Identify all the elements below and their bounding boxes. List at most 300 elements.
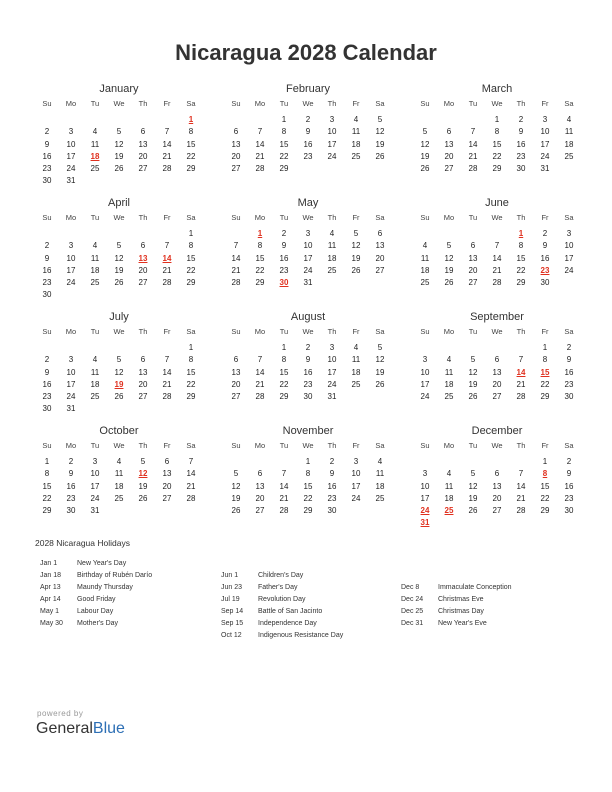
day: 9 (44, 139, 50, 149)
week-row (413, 240, 581, 252)
day: 14 (186, 469, 196, 479)
holiday-day: 23 (540, 265, 550, 275)
week-row (35, 379, 203, 391)
holiday-name: Immaculate Conception (438, 584, 512, 591)
day: 21 (468, 151, 478, 161)
months-grid (35, 82, 581, 530)
day: 24 (420, 392, 430, 402)
holiday-name: Maundy Thursday (77, 584, 133, 591)
holiday-date: Jul 19 (221, 596, 240, 603)
day: 21 (162, 265, 172, 275)
empty-day (485, 517, 509, 529)
day: 5 (377, 343, 383, 352)
day: 12 (114, 253, 124, 263)
day: 29 (540, 506, 550, 516)
day: 9 (566, 469, 572, 479)
empty-day (131, 175, 155, 187)
day: 28 (162, 278, 172, 288)
day: 16 (66, 481, 76, 491)
day: 11 (90, 367, 100, 377)
holiday-item (401, 618, 512, 630)
empty-day (437, 456, 461, 468)
day: 30 (564, 506, 574, 516)
day: 3 (566, 229, 572, 238)
day: 1 (305, 457, 311, 466)
week-row (413, 126, 581, 138)
holiday-name: Good Friday (77, 596, 116, 603)
holiday-day: 14 (516, 367, 526, 377)
week-row (224, 163, 392, 175)
day: 28 (492, 278, 502, 288)
day: 9 (518, 127, 524, 137)
day: 29 (303, 506, 313, 516)
empty-day (155, 228, 179, 240)
day: 25 (420, 278, 430, 288)
day: 18 (444, 379, 454, 389)
empty-day (131, 289, 155, 301)
day: 5 (116, 355, 122, 365)
day: 23 (303, 379, 313, 389)
holiday-day: 1 (518, 229, 524, 238)
day: 18 (444, 493, 454, 503)
day: 30 (303, 392, 313, 402)
day: 21 (162, 379, 172, 389)
empty-day (224, 456, 248, 468)
day: 17 (90, 481, 100, 491)
weekday-label: Su (231, 441, 241, 450)
empty-day (59, 342, 83, 354)
day: 30 (327, 506, 337, 516)
day: 1 (281, 115, 287, 124)
day: 10 (303, 241, 313, 251)
generalblue-logo[interactable] (36, 720, 125, 738)
day: 20 (492, 493, 502, 503)
day: 6 (377, 229, 383, 238)
empty-day (107, 342, 131, 354)
day: 30 (66, 506, 76, 516)
empty-day (461, 517, 485, 529)
day: 10 (420, 481, 430, 491)
weekday-label: Su (231, 99, 241, 108)
day: 9 (566, 355, 572, 365)
day: 17 (420, 493, 430, 503)
brand-blue: Blue (92, 720, 125, 737)
day: 4 (566, 115, 572, 124)
day: 4 (92, 241, 98, 251)
day: 11 (375, 469, 385, 479)
empty-day (107, 228, 131, 240)
day: 7 (257, 127, 263, 137)
day: 19 (420, 151, 430, 161)
day: 28 (255, 392, 265, 402)
empty-day (155, 175, 179, 187)
day: 12 (231, 481, 241, 491)
day: 11 (90, 139, 100, 149)
day: 9 (44, 253, 50, 263)
day: 1 (188, 229, 194, 238)
empty-day (35, 228, 59, 240)
week-row (35, 367, 203, 379)
day: 27 (231, 392, 241, 402)
day: 17 (540, 139, 550, 149)
month-name: May (297, 197, 319, 209)
empty-day (83, 114, 107, 126)
day: 19 (138, 481, 148, 491)
day: 11 (420, 253, 430, 263)
week-row (35, 163, 203, 175)
day: 29 (186, 164, 196, 174)
day: 17 (303, 253, 313, 263)
day: 2 (281, 229, 287, 238)
holiday-item (221, 570, 343, 582)
day: 4 (353, 115, 359, 124)
weekday-header (413, 97, 581, 111)
empty-day (131, 342, 155, 354)
day: 13 (231, 139, 241, 149)
day: 19 (375, 367, 385, 377)
weekday-label: Tu (90, 441, 100, 450)
day: 27 (375, 265, 385, 275)
day: 31 (327, 392, 337, 402)
day: 18 (327, 253, 337, 263)
day: 18 (90, 379, 100, 389)
day: 25 (90, 392, 100, 402)
weekday-label: Sa (564, 99, 574, 108)
day: 5 (116, 241, 122, 251)
month-september (413, 310, 581, 416)
weekday-label: Th (516, 441, 526, 450)
day: 11 (444, 367, 454, 377)
day: 19 (231, 493, 241, 503)
day: 5 (140, 457, 146, 466)
day: 8 (188, 355, 194, 365)
week-row (35, 175, 203, 187)
day: 31 (303, 278, 313, 288)
day: 15 (516, 253, 526, 263)
empty-day (131, 114, 155, 126)
day: 25 (564, 151, 574, 161)
day: 4 (377, 457, 383, 466)
month-name: February (285, 83, 331, 95)
empty-day (413, 114, 437, 126)
empty-day (437, 517, 461, 529)
day: 16 (516, 139, 526, 149)
empty-day (344, 505, 368, 517)
day: 10 (66, 367, 76, 377)
day: 26 (231, 506, 241, 516)
weekday-header (35, 325, 203, 339)
weekday-label: Mo (65, 327, 77, 336)
day: 6 (257, 469, 263, 479)
day: 15 (279, 139, 289, 149)
day: 1 (188, 343, 194, 352)
weekday-header (413, 325, 581, 339)
week-row (413, 391, 581, 403)
day: 22 (255, 265, 265, 275)
weekday-label: Th (516, 327, 526, 336)
day: 4 (422, 241, 428, 251)
week-row (224, 253, 392, 265)
month-august (224, 310, 392, 416)
week-row (35, 240, 203, 252)
day: 23 (564, 493, 574, 503)
day: 8 (542, 355, 548, 365)
holiday-item (401, 606, 512, 618)
day: 28 (468, 164, 478, 174)
weekday-label: Su (231, 327, 241, 336)
empty-day (296, 163, 320, 175)
week-row (413, 253, 581, 265)
day: 25 (90, 164, 100, 174)
week-row (35, 505, 203, 517)
day: 4 (92, 355, 98, 365)
weekday-label: Mo (65, 99, 77, 108)
day: 5 (233, 469, 239, 479)
empty-day (413, 228, 437, 240)
day: 20 (468, 265, 478, 275)
empty-day (461, 342, 485, 354)
empty-day (107, 289, 131, 301)
empty-day (509, 456, 533, 468)
holiday-name: Children's Day (258, 572, 304, 579)
day: 7 (233, 241, 239, 251)
weekday-label: Sa (186, 441, 196, 450)
day: 6 (494, 469, 500, 479)
empty-day (437, 342, 461, 354)
day: 11 (90, 253, 100, 263)
day: 19 (114, 265, 124, 275)
day: 10 (564, 241, 574, 251)
day: 20 (138, 151, 148, 161)
empty-day (320, 163, 344, 175)
weekday-header (224, 439, 392, 453)
day: 3 (68, 241, 74, 251)
holiday-date: Dec 25 (401, 608, 424, 615)
day: 25 (327, 265, 337, 275)
empty-day (35, 342, 59, 354)
day: 13 (138, 367, 148, 377)
day: 26 (375, 379, 385, 389)
month-name: July (109, 311, 129, 323)
day: 6 (164, 457, 170, 466)
week-row (224, 493, 392, 505)
weekday-label: Tu (468, 441, 478, 450)
day: 12 (420, 139, 430, 149)
day: 15 (279, 367, 289, 377)
weekday-label: Tu (468, 99, 478, 108)
month-december (413, 424, 581, 530)
day: 8 (494, 127, 500, 137)
day: 2 (542, 229, 548, 238)
empty-day (557, 517, 581, 529)
empty-day (485, 228, 509, 240)
weekday-label: We (302, 99, 314, 108)
week-row (35, 114, 203, 126)
day: 14 (516, 481, 526, 491)
day: 11 (114, 469, 124, 479)
empty-day (485, 456, 509, 468)
week-row (413, 493, 581, 505)
week-row (35, 265, 203, 277)
day: 18 (90, 265, 100, 275)
empty-day (224, 342, 248, 354)
week-row (35, 391, 203, 403)
day: 9 (44, 367, 50, 377)
day: 23 (327, 493, 337, 503)
day: 25 (351, 151, 361, 161)
day: 15 (492, 139, 502, 149)
day: 30 (42, 290, 52, 300)
week-row (35, 354, 203, 366)
day: 9 (281, 241, 287, 251)
holidays-title: 2028 Nicaragua Holidays (35, 538, 130, 548)
weekday-label: Fr (541, 327, 549, 336)
holiday-name: New Year's Eve (438, 620, 487, 627)
holiday-item (40, 618, 152, 630)
day: 17 (351, 481, 361, 491)
week-row (413, 163, 581, 175)
day: 22 (186, 265, 196, 275)
day: 20 (375, 253, 385, 263)
week-row (413, 342, 581, 354)
week-row (413, 228, 581, 240)
weekday-label: Th (516, 99, 526, 108)
day: 8 (44, 469, 50, 479)
day: 27 (492, 392, 502, 402)
weekday-label: We (302, 327, 314, 336)
holiday-date: May 1 (40, 608, 60, 615)
holiday-day: 18 (90, 151, 100, 161)
day: 29 (279, 164, 289, 174)
day: 10 (327, 127, 337, 137)
empty-day (344, 163, 368, 175)
day: 15 (540, 481, 550, 491)
day: 6 (233, 355, 239, 365)
weekday-label: Su (42, 99, 52, 108)
holiday-name: Revolution Day (258, 596, 306, 603)
weekday-label: Sa (186, 99, 196, 108)
day: 1 (44, 457, 50, 466)
day: 27 (138, 392, 148, 402)
empty-day (413, 342, 437, 354)
day: 26 (468, 506, 478, 516)
week-row (35, 277, 203, 289)
empty-day (224, 114, 248, 126)
empty-day (437, 228, 461, 240)
day: 18 (420, 265, 430, 275)
weekday-label: Sa (564, 441, 574, 450)
day: 28 (516, 392, 526, 402)
holiday-date: Apr 13 (40, 584, 61, 591)
day: 21 (231, 265, 241, 275)
week-row (35, 253, 203, 265)
day: 30 (564, 392, 574, 402)
week-row (224, 114, 392, 126)
day: 7 (188, 457, 194, 466)
week-row (224, 367, 392, 379)
day: 22 (186, 379, 196, 389)
day: 10 (327, 355, 337, 365)
empty-day (107, 403, 131, 415)
week-row (224, 277, 392, 289)
day: 19 (468, 493, 478, 503)
day: 3 (68, 355, 74, 365)
weekday-label: Sa (564, 213, 574, 222)
day: 7 (494, 241, 500, 251)
day: 27 (138, 278, 148, 288)
week-row (35, 403, 203, 415)
day: 20 (138, 379, 148, 389)
day: 15 (186, 253, 196, 263)
week-row (224, 379, 392, 391)
day: 5 (377, 115, 383, 124)
weekday-label: Tu (90, 213, 100, 222)
day: 24 (564, 265, 574, 275)
empty-day (413, 456, 437, 468)
day: 8 (518, 241, 524, 251)
day: 29 (186, 278, 196, 288)
day: 24 (90, 493, 100, 503)
day: 30 (540, 278, 550, 288)
day: 17 (327, 139, 337, 149)
week-row (35, 126, 203, 138)
day: 20 (492, 379, 502, 389)
week-row (35, 151, 203, 163)
day: 28 (516, 506, 526, 516)
holiday-item (221, 618, 343, 630)
day: 12 (444, 253, 454, 263)
day: 16 (279, 253, 289, 263)
empty-day (35, 114, 59, 126)
day: 29 (255, 278, 265, 288)
day: 20 (444, 151, 454, 161)
holiday-item (40, 570, 152, 582)
weekday-label: We (302, 213, 314, 222)
empty-day (83, 228, 107, 240)
day: 27 (231, 164, 241, 174)
day: 13 (468, 253, 478, 263)
week-row (224, 391, 392, 403)
week-row (224, 139, 392, 151)
week-row (413, 505, 581, 517)
month-name: March (481, 83, 513, 95)
day: 30 (42, 176, 52, 186)
day: 17 (420, 379, 430, 389)
weekday-label: Th (327, 441, 337, 450)
weekday-label: Su (420, 213, 430, 222)
weekday-header (413, 439, 581, 453)
holiday-name: Christmas Day (438, 608, 484, 615)
day: 13 (444, 139, 454, 149)
day: 5 (446, 241, 452, 251)
weekday-label: Th (138, 213, 148, 222)
day: 16 (564, 367, 574, 377)
day: 4 (446, 355, 452, 365)
week-row (35, 493, 203, 505)
holiday-date: Dec 8 (401, 584, 420, 591)
empty-day (557, 163, 581, 175)
page-title: Nicaragua 2028 Calendar (175, 40, 437, 65)
weekday-label: Th (138, 99, 148, 108)
week-row (35, 468, 203, 480)
day: 17 (327, 367, 337, 377)
empty-day (131, 228, 155, 240)
day: 23 (42, 164, 52, 174)
empty-day (83, 175, 107, 187)
empty-day (557, 277, 581, 289)
holiday-item (401, 594, 512, 606)
week-row (224, 228, 392, 240)
